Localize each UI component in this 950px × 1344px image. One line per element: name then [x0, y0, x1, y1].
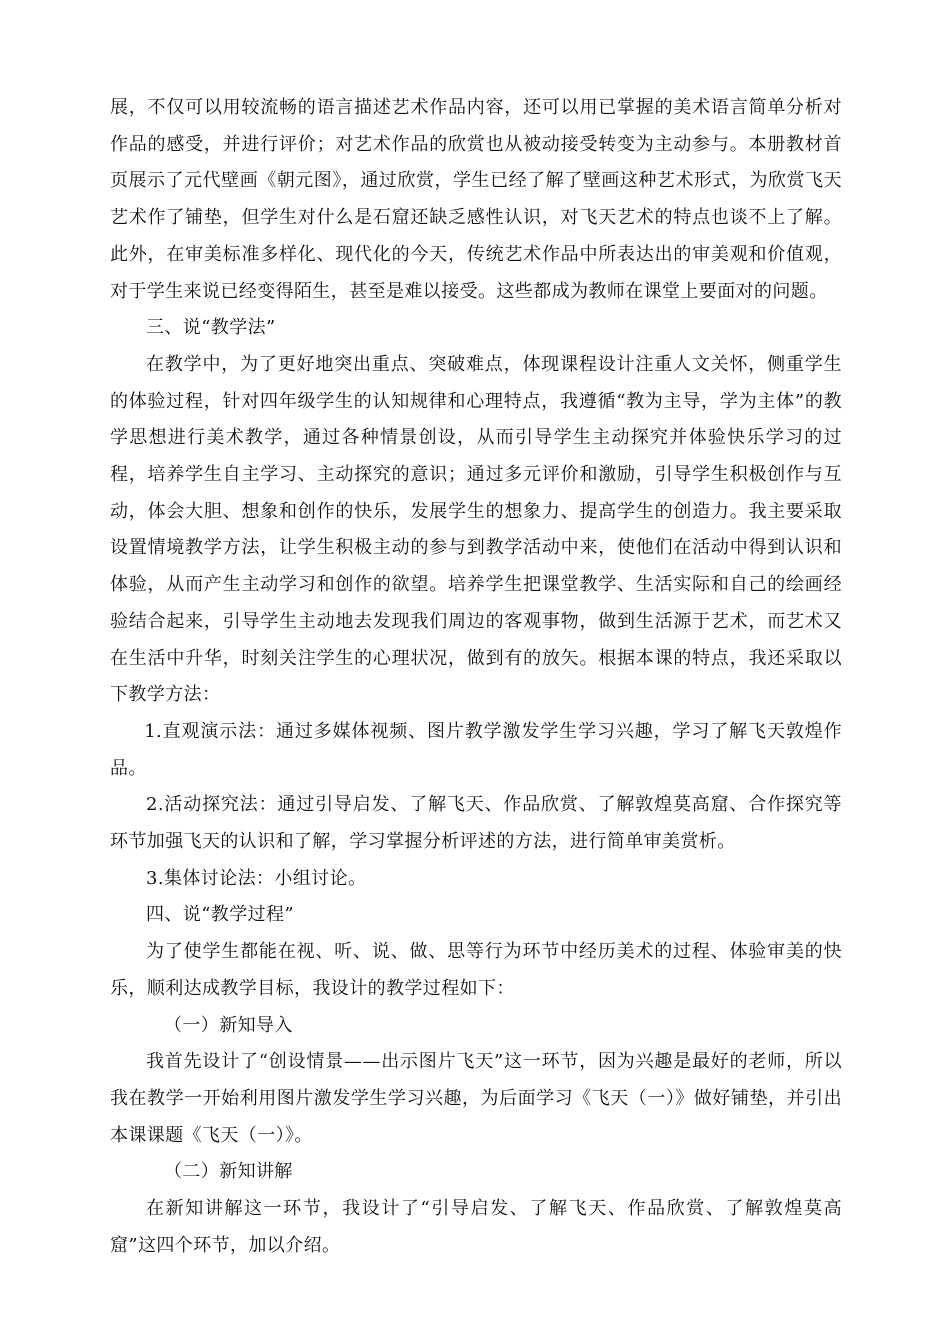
method-item-3: 3.集体讨论法：小组讨论。	[146, 867, 367, 889]
method-item-1: 1.直观演示法：通过多媒体视频、图片教学激发学生学习兴趣，学习了解飞天敦煌作品。	[110, 720, 842, 779]
document-body	[110, 90, 842, 1265]
paragraph-teaching-method: 在教学中，为了更好地突出重点、突破难点，体现课程设计注重人文关怀，侧重学生的体验过程，针对四年级学生的认知规律和心理特点，我遵循“教为主导，学为主体”的教学思想进行美术教学，通过各种情景创设，从而引导学生主动探究并体验快乐学习的过程，培养学生自主学习、主动探究的意识；通过多元评价和激励，引导学生积极创作与互动，体会大胆、想象和创作的快乐，发展学生的想象力、提高学生的创造力。我主要采取设置情境教学方法，让学生积极主动的参与到教学活动中来，使他们在活动中得到认识和体验，从而产生主动学习和创作的欲望。培养学生把课堂教学、生活实际和自己的绘画经验结合起来，引导学生主动地去发现我们周边的客观事物，做到生活源于艺术，而艺术又在生活中升华，时刻关注学生的心理状况，做到有的放矢。根据本课的特点，我还采取以下教学方法：	[110, 353, 842, 706]
paragraph-new-knowledge-explanation: 在新知讲解这一环节，我设计了“引导启发、了解飞天、作品欣赏、了解敦煌莫高窟”这四个环节，加以介绍。	[110, 1198, 842, 1256]
section-heading-teaching-process: 四、说“教学过程”	[146, 904, 295, 926]
paragraph-intro-continuation: 展，不仅可以用较流畅的语言描述艺术作品内容，还可以用已掌握的美术语言简单分析对作品的感受，并进行评价；对艺术作品的欣赏也从被动接受转变为主动参与。本册教材首页展示了元代壁画《朝元图》，通过欣赏，学生已经了解了壁画这种艺术形式，为欣赏飞天艺术作了铺垫，但学生对什么是石窟还缺乏感性认识，对飞天艺术的特点也谈不上了解。此外，在审美标准多样化、现代化的今天，传统艺术作品中所表达出的审美观和价值观，对于学生来说已经变得陌生，甚至是难以接受。这些都成为教师在课堂上要面对的问题。	[110, 97, 842, 302]
method-item-2: 2.活动探究法：通过引导启发、了解飞天、作品欣赏、了解敦煌莫高窟、合作探究等环节加强飞天的认识和了解，学习掌握分析评述的方法，进行简单审美赏析。	[110, 794, 842, 853]
paragraph-new-knowledge-intro: 我首先设计了“创设情景——出示图片飞天”这一环节，因为兴趣是最好的老师，所以我在教学一开始利用图片激发学生学习兴趣，为后面学习《飞天（一）》做好铺垫，并引出本课课题《飞天（一）》。	[110, 1051, 842, 1146]
subheading-new-knowledge-explanation: （二）新知讲解	[164, 1161, 293, 1183]
paragraph-teaching-process-intro: 为了使学生都能在视、听、说、做、思等行为环节中经历美术的过程、体验审美的快乐，顺利达成教学目标，我设计的教学过程如下：	[110, 941, 842, 999]
subheading-new-knowledge-intro: （一）新知导入	[164, 1014, 293, 1036]
section-heading-teaching-method: 三、说“教学法”	[146, 317, 276, 339]
